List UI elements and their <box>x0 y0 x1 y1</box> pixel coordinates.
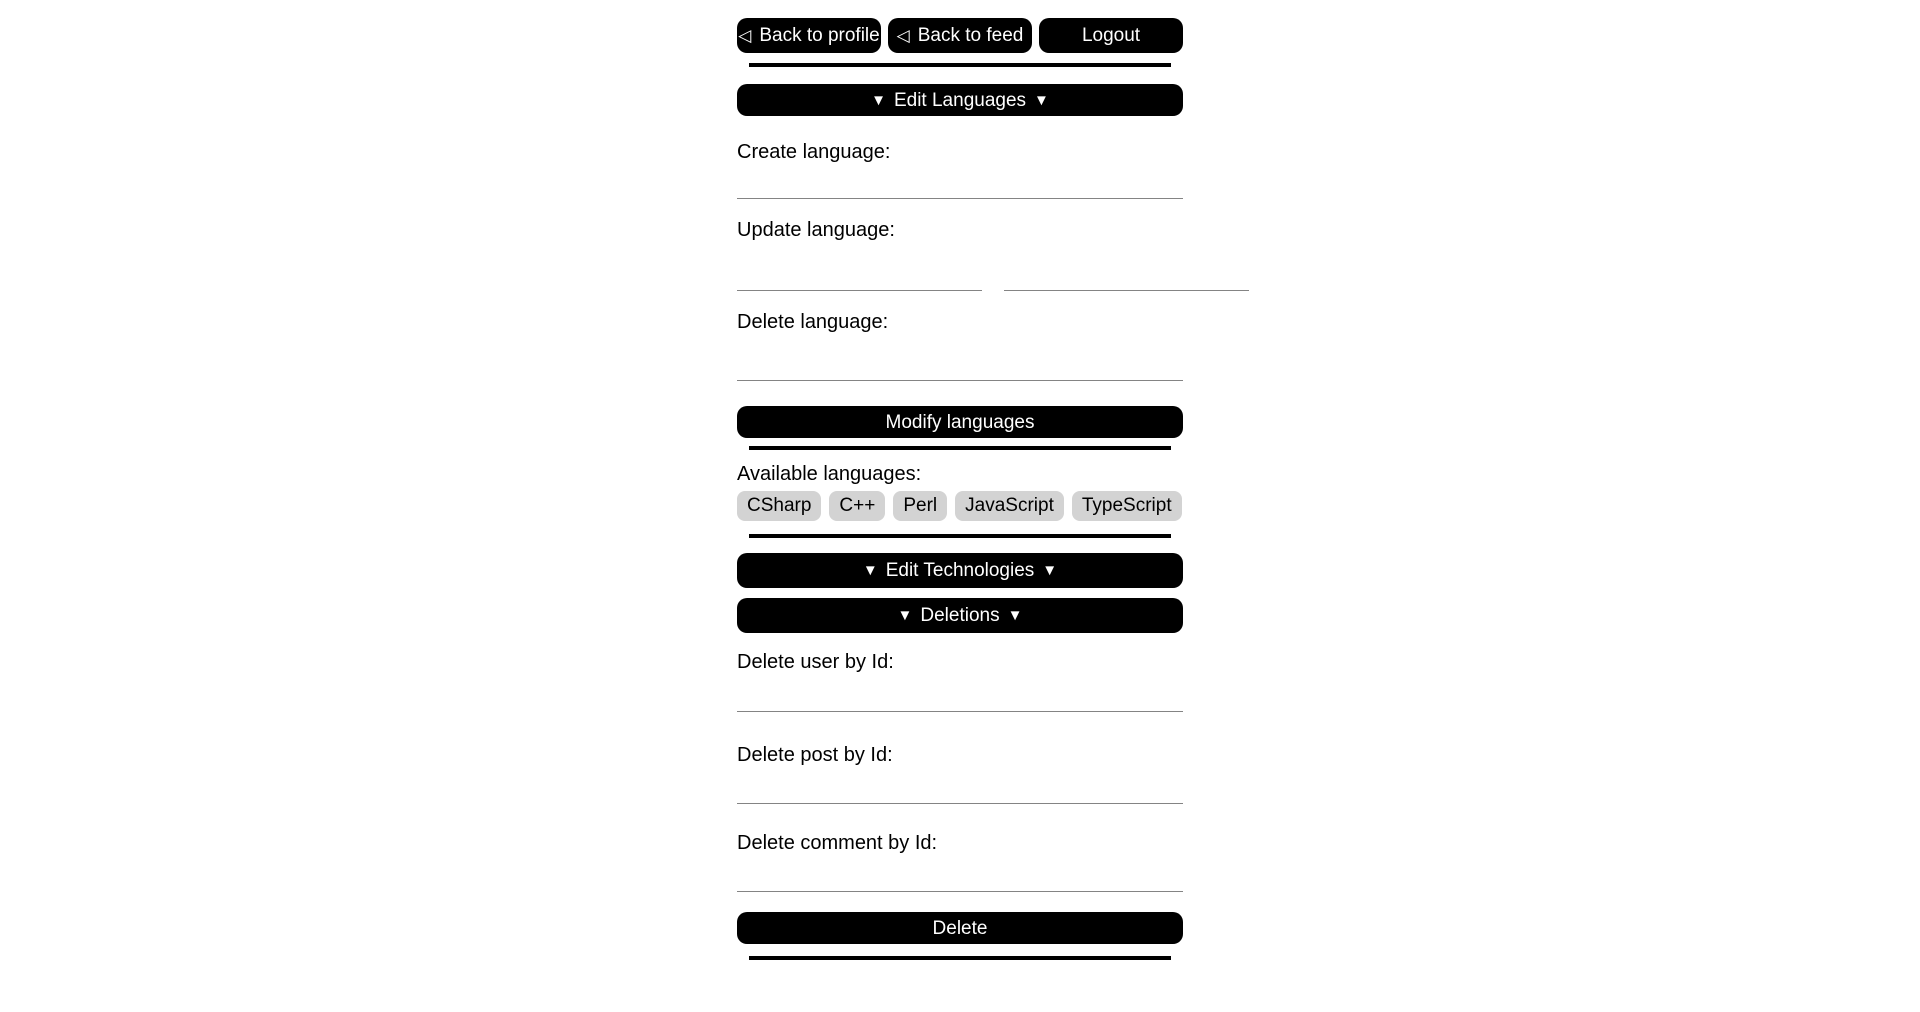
delete-post-id-input[interactable] <box>737 769 1183 804</box>
deletions-toggle-label: Deletions <box>920 605 1000 626</box>
language-chip: C++ <box>829 491 885 521</box>
update-language-label: Update language: <box>737 219 895 241</box>
edit-technologies-toggle-label: Edit Technologies <box>885 560 1035 581</box>
logout-button[interactable] <box>1039 18 1183 53</box>
delete-button-label: Delete <box>932 917 988 939</box>
caret-down-icon: ▼ <box>1042 562 1058 579</box>
back-icon: ◁ <box>738 26 752 45</box>
create-language-input[interactable] <box>737 164 1183 199</box>
available-languages-label: Available languages: <box>737 463 922 485</box>
caret-down-icon: ▼ <box>862 562 878 579</box>
delete-post-by-id-label: Delete post by Id: <box>737 744 893 766</box>
separator <box>749 534 1171 538</box>
create-language-label: Create language: <box>737 141 891 163</box>
language-chip: TypeScript <box>1072 491 1182 521</box>
caret-down-icon: ▼ <box>1034 91 1049 109</box>
delete-user-by-id-label: Delete user by Id: <box>737 651 894 673</box>
separator <box>749 63 1171 67</box>
language-chip: Perl <box>893 491 947 521</box>
update-language-fields <box>737 256 1183 291</box>
modify-languages-label: Modify languages <box>885 411 1035 433</box>
language-chip-list <box>737 491 1183 521</box>
back-to-feed-button[interactable] <box>888 18 1032 53</box>
back-icon: ◁ <box>896 26 910 45</box>
language-chip: CSharp <box>737 491 821 521</box>
caret-down-icon: ▼ <box>1007 607 1023 624</box>
content-column <box>737 0 1183 960</box>
delete-language-input[interactable] <box>737 346 1183 381</box>
caret-down-icon: ▼ <box>897 607 913 624</box>
back-to-feed-label: Back to feed <box>917 25 1024 46</box>
delete-comment-id-input[interactable] <box>737 857 1183 892</box>
delete-language-label: Delete language: <box>737 311 889 333</box>
separator <box>749 446 1171 450</box>
separator <box>749 956 1171 960</box>
modify-languages-button[interactable] <box>737 406 1183 438</box>
caret-down-icon: ▼ <box>871 91 886 109</box>
edit-technologies-toggle[interactable] <box>737 553 1183 588</box>
update-language-old-input[interactable] <box>737 256 982 291</box>
deletions-toggle[interactable] <box>737 598 1183 633</box>
delete-user-id-input[interactable] <box>737 677 1183 712</box>
edit-languages-toggle[interactable] <box>737 84 1183 116</box>
back-to-profile-label: Back to profile <box>759 25 880 46</box>
delete-button[interactable] <box>737 912 1183 944</box>
delete-comment-by-id-label: Delete comment by Id: <box>737 832 938 854</box>
logout-label: Logout <box>1081 25 1141 46</box>
edit-languages-toggle-label: Edit Languages <box>893 89 1027 111</box>
toolbar <box>737 18 1183 53</box>
language-chip: JavaScript <box>955 491 1064 521</box>
back-to-profile-button[interactable] <box>737 18 881 53</box>
update-language-new-input[interactable] <box>1004 256 1249 291</box>
